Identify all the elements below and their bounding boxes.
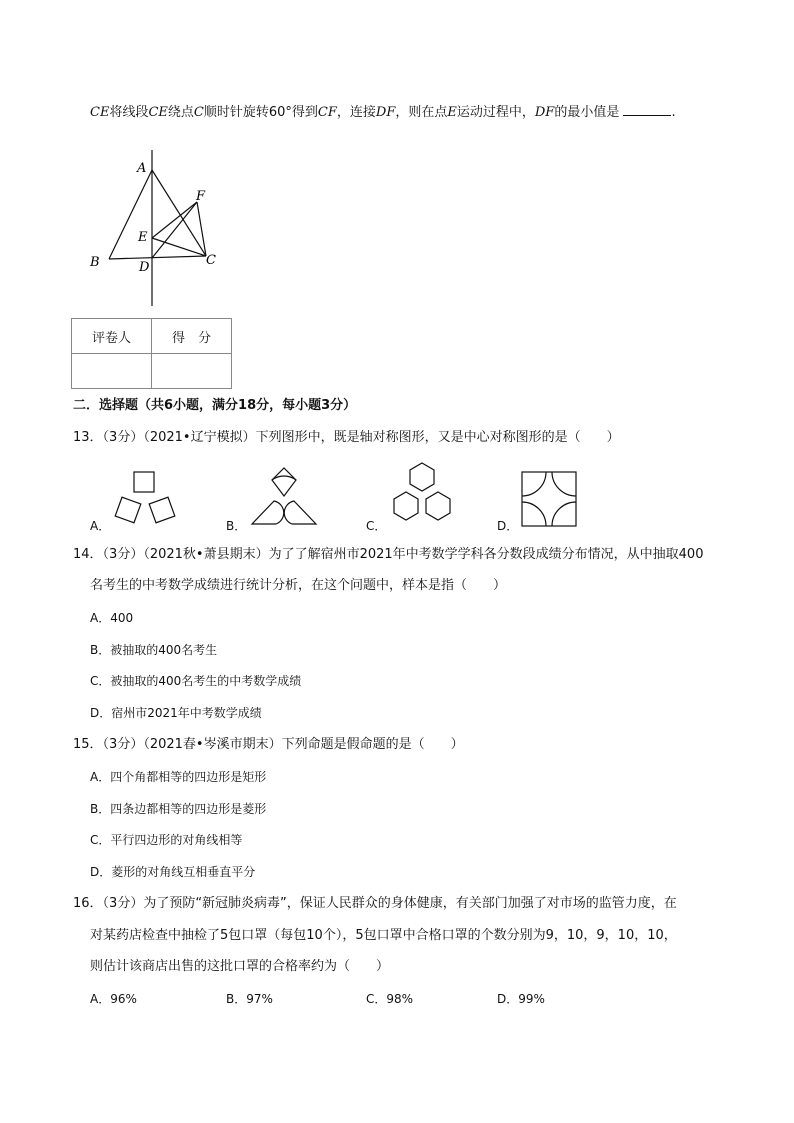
outer-square <box>522 472 576 526</box>
square-top <box>134 472 154 492</box>
segment-ef <box>152 202 197 238</box>
q12-seg-cf: CF <box>317 105 337 120</box>
q13-option-a[interactable]: A． <box>90 519 111 533</box>
q13-option-d[interactable]: D． <box>497 519 519 533</box>
q15-option-c[interactable]: C．平行四边形的对角线相等 <box>90 833 243 847</box>
score-table <box>71 318 232 389</box>
q15-option-a[interactable]: A．四个角都相等的四边形是矩形 <box>90 770 267 784</box>
point-label-f: F <box>196 189 206 204</box>
hexagon-top <box>410 463 434 491</box>
q12-end: . <box>671 105 676 120</box>
arc-top-left <box>522 472 546 496</box>
q12-seg: 运动过程中， <box>456 105 535 120</box>
point-label-a: A <box>137 161 147 176</box>
q12-seg: ，连接 <box>336 105 376 120</box>
q15-stem: 15．（3分）（2021春•岑溪市期末）下列命题是假命题的是（ ） <box>73 737 464 752</box>
q13-option-b[interactable]: B． <box>226 519 247 533</box>
q14-line1: 14．（3分）（2021秋•萧县期末）为了了解宿州市2021年中考数学学科各分数段成绩分布情况，从中抽取400 <box>73 547 704 562</box>
score-cell[interactable] <box>152 354 232 389</box>
q16-line2: 对某药店检查中抽检了5包口罩（每包10个），5包口罩中合格口罩的个数分别为9，10，9，10，10， <box>90 928 677 943</box>
reviewer-header: 评卷人 <box>72 319 152 354</box>
q12-seg: ，则在点 <box>395 105 448 120</box>
arc-top-right <box>552 472 576 496</box>
q12-seg-df2: DF <box>534 105 555 120</box>
q12-seg-e: E <box>447 105 457 120</box>
q14-option-d[interactable]: D．宿州市2021年中考数学成绩 <box>90 706 262 720</box>
q16-line1: 16．（3分）为了预防“新冠肺炎病毒”，保证人民群众的身体健康，有关部门加强了对市场的监管力度，在 <box>73 896 677 911</box>
arc-bottom-left <box>522 502 546 526</box>
q16-option-a[interactable]: A．96% <box>90 992 137 1006</box>
q12-geometry-figure <box>80 150 230 310</box>
sector-left <box>252 501 284 524</box>
q12-seg-ce2: CE <box>148 105 168 120</box>
square-right <box>149 497 175 523</box>
q16-option-b[interactable]: B．97% <box>226 992 273 1006</box>
q12-seg: 顺时针旋转60°得到 <box>203 105 318 120</box>
q12-seg: 的最小值是 <box>554 105 620 120</box>
q12-text <box>90 103 676 121</box>
sector-right <box>284 501 316 524</box>
hexagon-right <box>426 492 450 520</box>
point-label-e: E <box>138 230 148 245</box>
q14-option-a[interactable]: A．400 <box>90 611 134 625</box>
q14-option-b[interactable]: B．被抽取的400名考生 <box>90 643 218 657</box>
q12-seg-ce1: CE <box>90 105 110 120</box>
q13-option-c-figure <box>388 460 456 526</box>
q16-option-d[interactable]: D．99% <box>497 992 545 1006</box>
q14-option-c[interactable]: C．被抽取的400名考生的中考数学成绩 <box>90 674 302 688</box>
q12-seg: 绕点 <box>167 105 194 120</box>
q12-seg-c: C <box>193 105 204 120</box>
q13-option-c[interactable]: C． <box>366 519 387 533</box>
point-label-b: B <box>90 255 100 270</box>
point-label-d: D <box>139 260 150 275</box>
q12-seg-df: DF <box>375 105 396 120</box>
hexagon-left <box>394 492 418 520</box>
segment-ac <box>152 170 206 256</box>
q15-option-b[interactable]: B．四条边都相等的四边形是菱形 <box>90 802 267 816</box>
q16-line3: 则估计该商店出售的这批口罩的合格率约为（ ） <box>90 959 390 974</box>
arc-bottom-right <box>552 502 576 526</box>
q13-option-d-figure <box>520 470 578 528</box>
reviewer-cell[interactable] <box>72 354 152 389</box>
q13-option-b-figure <box>248 466 320 528</box>
sector-top <box>272 476 296 496</box>
q13-stem: 13．（3分）（2021•辽宁模拟）下列图形中，既是轴对称图形，又是中心对称图形的是（ ） <box>73 430 620 445</box>
square-left <box>115 497 141 523</box>
q15-option-d[interactable]: D．菱形的对角线互相垂直平分 <box>90 865 256 879</box>
point-label-c: C <box>206 253 216 268</box>
score-header: 得 分 <box>152 319 232 354</box>
q14-line2: 名考生的中考数学成绩进行统计分析，在这个问题中，样本是指（ ） <box>90 578 507 593</box>
q12-seg: 将线段 <box>109 105 149 120</box>
answer-blank <box>623 103 671 116</box>
q13-option-a-figure <box>110 470 180 528</box>
segment-ab <box>109 170 152 259</box>
segment-bc <box>109 256 206 259</box>
q16-option-c[interactable]: C．98% <box>366 992 414 1006</box>
section-title: 二．选择题（共6小题，满分18分，每小题3分） <box>73 398 357 413</box>
